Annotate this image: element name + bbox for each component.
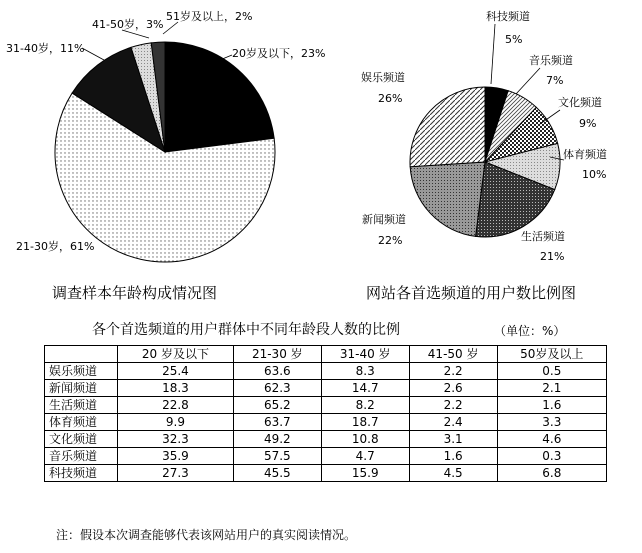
table-cell: 4.6 [497,431,606,448]
table-cell: 1.6 [409,448,497,465]
table-cell: 3.3 [497,414,606,431]
pie2-label-music-name: 音乐频道 [529,54,573,67]
table-cell: 4.5 [409,465,497,482]
pie2-label-sports-pct: 10% [582,168,607,181]
table-cell: 62.3 [233,380,321,397]
table-row [45,397,607,414]
table-row [45,448,607,465]
table-cell: 科技频道 [45,465,118,482]
table-header-cell: 31-40 岁 [321,346,409,363]
table-cell: 9.9 [118,414,234,431]
pie2-caption: 网站各首选频道的用户数比例图 [366,284,577,302]
pie2-label-ent-pct: 26% [378,92,403,105]
table-cell: 45.5 [233,465,321,482]
pie2-label-tech-pct: 5% [505,33,523,46]
table-cell: 2.1 [497,380,606,397]
table-unit: （单位：%） [494,324,566,338]
table-cell: 35.9 [118,448,234,465]
table-row [45,465,607,482]
table-cell: 63.6 [233,363,321,380]
pie2-leader-tech [491,24,495,84]
table-cell: 65.2 [233,397,321,414]
table-cell: 0.3 [497,448,606,465]
table-row [45,431,607,448]
table-title: 各个首选频道的用户群体中不同年龄段人数的比例 [92,322,400,338]
age-distribution-table [44,345,607,482]
pie1-caption: 调查样本年龄构成情况图 [52,284,218,302]
table-cell: 63.7 [233,414,321,431]
pie2-label-life-pct: 21% [540,250,565,263]
table-cell: 14.7 [321,380,409,397]
table-header-cell [45,346,118,363]
table-cell: 娱乐频道 [45,363,118,380]
pie2-label-music-pct: 7% [546,74,564,87]
table-cell: 32.3 [118,431,234,448]
pie1-label-31-40: 31-40岁，11% [6,42,85,55]
pie2-label-life-name: 生活频道 [521,230,565,243]
table-cell: 1.6 [497,397,606,414]
table-cell: 8.3 [321,363,409,380]
pie1-label-20: 20岁及以下，23% [232,47,326,60]
pie2-label-culture-name: 文化频道 [558,96,602,109]
footnote: 注：假设本次调查能够代表该网站用户的真实阅读情况。 [56,528,357,542]
pie2-label-news-name: 新闻频道 [362,213,406,226]
pie2-slice-6 [410,87,485,167]
table-cell: 生活频道 [45,397,118,414]
table-cell: 57.5 [233,448,321,465]
pie2-label-culture-pct: 9% [579,117,597,130]
table-row [45,414,607,431]
table-header-cell: 21-30 岁 [233,346,321,363]
pie1-label-51: 51岁及以上，2% [166,10,253,23]
table-header-cell: 41-50 岁 [409,346,497,363]
table-row [45,363,607,380]
table-cell: 25.4 [118,363,234,380]
table-cell: 49.2 [233,431,321,448]
table-row [45,380,607,397]
table-cell: 3.1 [409,431,497,448]
table-header-row [45,346,607,363]
table-cell: 2.2 [409,363,497,380]
table-cell: 22.8 [118,397,234,414]
pie2-label-news-pct: 22% [378,234,403,247]
pie2-label-sports-name: 体育频道 [563,148,607,161]
table-cell: 新闻频道 [45,380,118,397]
table-cell: 18.7 [321,414,409,431]
table-cell: 18.3 [118,380,234,397]
table-cell: 15.9 [321,465,409,482]
table-cell: 2.6 [409,380,497,397]
pie1-leader-51 [163,22,178,34]
table-cell: 音乐频道 [45,448,118,465]
pie1-label-41-50: 41-50岁，3% [92,18,164,31]
table-cell: 27.3 [118,465,234,482]
table-cell: 2.2 [409,397,497,414]
table-cell: 4.7 [321,448,409,465]
pie2-leader-music [516,68,540,94]
table-cell: 6.8 [497,465,606,482]
pie1-label-21-30: 21-30岁，61% [16,240,95,253]
table-header-cell: 20 岁及以下 [118,346,234,363]
pie1-leader-41-50 [122,30,149,38]
table-cell: 8.2 [321,397,409,414]
table-cell: 0.5 [497,363,606,380]
table-header-cell: 50岁及以上 [497,346,606,363]
table-cell: 2.4 [409,414,497,431]
pie2-label-tech-name: 科技频道 [486,10,530,23]
pie2-label-ent-name: 娱乐频道 [361,71,405,84]
table-cell: 体育频道 [45,414,118,431]
table-cell: 10.8 [321,431,409,448]
table-cell: 文化频道 [45,431,118,448]
pie1-leader-31-40 [82,48,104,60]
pie2-slice-5 [410,162,485,236]
